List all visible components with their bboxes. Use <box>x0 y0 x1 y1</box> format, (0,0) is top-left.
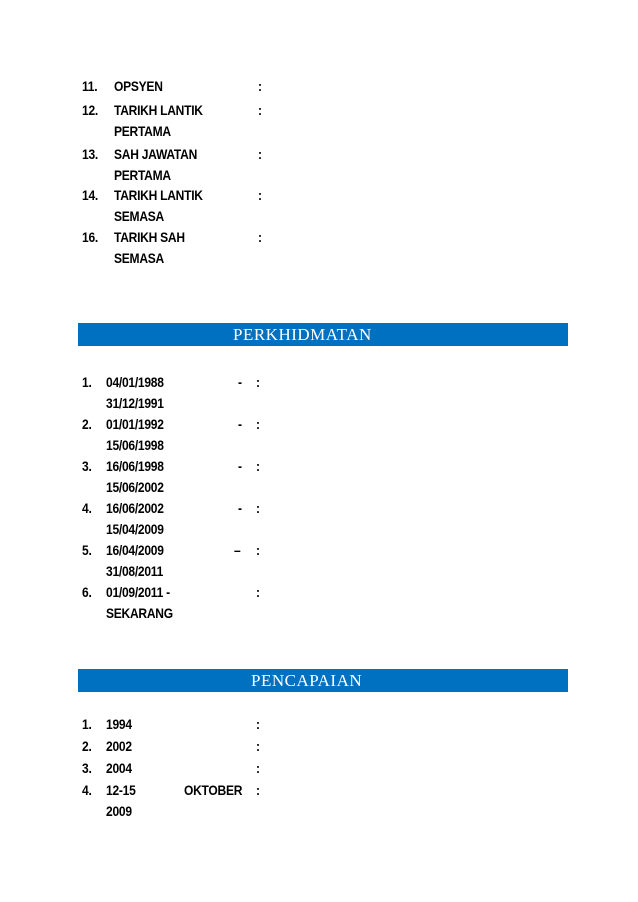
item-number: 14. <box>82 187 98 203</box>
item-dash: - <box>238 500 242 516</box>
pencapaian-section-header <box>78 669 568 692</box>
item-month: OKTOBER <box>184 782 243 798</box>
item-number: 16. <box>82 229 98 245</box>
item-label-continued: PERTAMA <box>114 167 171 183</box>
item-number: 13. <box>82 146 98 162</box>
item-label: TARIKH LANTIK <box>114 102 203 118</box>
item-colon: : <box>256 584 260 600</box>
item-colon: : <box>258 187 262 203</box>
item-end-date: SEKARANG <box>106 605 173 621</box>
item-dash: - <box>238 374 242 390</box>
item-colon: : <box>256 416 260 432</box>
item-label-continued: SEMASA <box>114 208 164 224</box>
item-label: SAH JAWATAN <box>114 146 198 162</box>
item-dash: - <box>238 458 242 474</box>
item-number: 1. <box>82 716 92 732</box>
item-label-continued: PERTAMA <box>114 123 171 139</box>
item-number: 6. <box>82 584 92 600</box>
item-start-date: 04/01/1988 <box>106 374 164 390</box>
item-date-range: 12-15 <box>106 782 136 798</box>
item-colon: : <box>258 102 262 118</box>
item-colon: : <box>256 458 260 474</box>
item-start-date: 16/04/2009 <box>106 542 164 558</box>
item-start-date: 01/01/1992 <box>106 416 164 432</box>
item-start-date: 16/06/1998 <box>106 458 164 474</box>
item-number: 3. <box>82 760 92 776</box>
item-end-date: 31/12/1991 <box>106 395 164 411</box>
item-label: TARIKH SAH <box>114 229 185 245</box>
item-colon: : <box>258 229 262 245</box>
item-start-date: 16/06/2002 <box>106 500 164 516</box>
item-label-continued: SEMASA <box>114 250 164 266</box>
item-colon: : <box>258 78 262 94</box>
item-dash: – <box>234 542 241 558</box>
item-number: 4. <box>82 500 92 516</box>
item-dash: - <box>238 416 242 432</box>
item-end-date: 31/08/2011 <box>106 563 164 579</box>
item-colon: : <box>256 782 260 798</box>
section-title: PENCAPAIAN <box>251 671 363 690</box>
item-label: OPSYEN <box>114 78 163 94</box>
item-colon: : <box>256 374 260 390</box>
item-year: 1994 <box>106 716 132 732</box>
item-colon: : <box>256 500 260 516</box>
item-year: 2002 <box>106 738 132 754</box>
item-number: 4. <box>82 782 92 798</box>
item-start-date: 01/09/2011 - <box>106 584 170 600</box>
item-colon: : <box>256 716 260 732</box>
item-year: 2009 <box>106 803 132 819</box>
item-end-date: 15/06/2002 <box>106 479 164 495</box>
item-colon: : <box>256 738 260 754</box>
section-title: PERKHIDMATAN <box>233 325 372 344</box>
item-label: TARIKH LANTIK <box>114 187 203 203</box>
item-year: 2004 <box>106 760 132 776</box>
item-number: 3. <box>82 458 92 474</box>
item-number: 2. <box>82 738 92 754</box>
item-end-date: 15/04/2009 <box>106 521 164 537</box>
item-number: 5. <box>82 542 92 558</box>
item-end-date: 15/06/1998 <box>106 437 164 453</box>
item-number: 12. <box>82 102 98 118</box>
item-colon: : <box>256 760 260 776</box>
item-colon: : <box>256 542 260 558</box>
item-colon: : <box>258 146 262 162</box>
item-number: 1. <box>82 374 92 390</box>
item-number: 2. <box>82 416 92 432</box>
perkhidmatan-section-header <box>78 323 568 346</box>
item-number: 11. <box>82 78 98 94</box>
